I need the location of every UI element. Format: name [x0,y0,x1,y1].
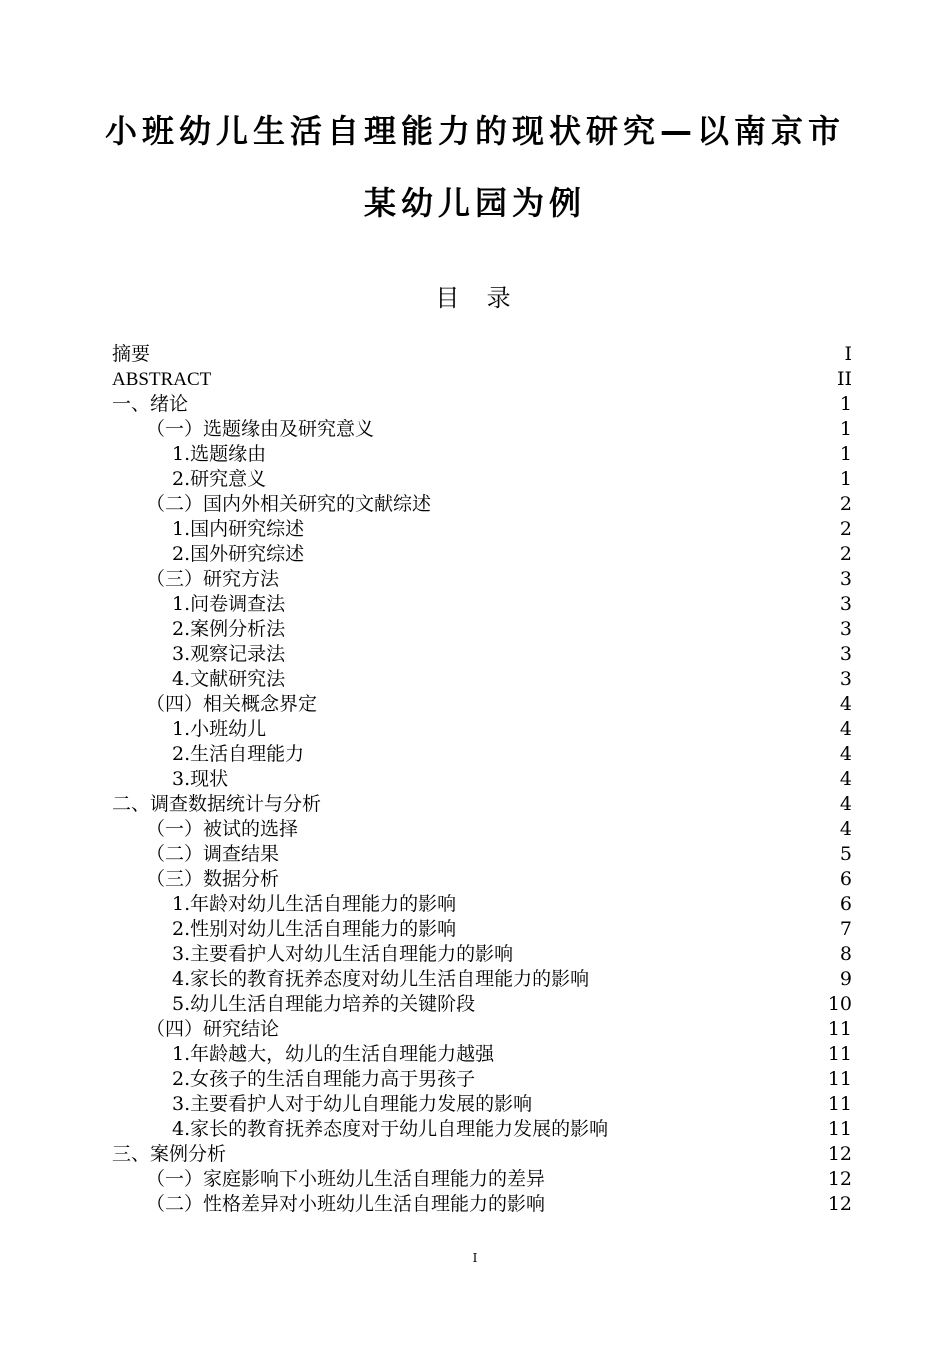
toc-section[interactable] [112,817,852,842]
toc-entry-page: 11 [827,1018,852,1040]
toc-entry-label: 3.观察记录法 [172,643,286,665]
toc-entry-label: （四）研究结论 [146,1018,280,1040]
toc-entry-page: 4 [839,768,852,790]
toc-entry-label: （三）研究方法 [146,568,280,590]
toc-entry-label: 3.主要看护人对幼儿生活自理能力的影响 [172,943,514,965]
toc-entry-page: 7 [839,918,852,940]
table-of-contents [112,342,852,1217]
toc-chapter-3[interactable] [112,1142,852,1167]
toc-entry-label: 2.性别对幼儿生活自理能力的影响 [172,918,457,940]
toc-entry-page: 4 [839,743,852,765]
toc-subsection[interactable] [112,917,852,942]
toc-subsection[interactable] [112,942,852,967]
toc-entry-label: 1.问卷调查法 [172,593,286,615]
toc-entry-label: 1.年龄对幼儿生活自理能力的影响 [172,893,457,915]
toc-entry-label: 1.年龄越大，幼儿的生活自理能力越强 [172,1043,495,1065]
toc-subsection[interactable] [112,992,852,1017]
page-number: I [472,1251,478,1265]
toc-entry-label: ABSTRACT [112,369,212,390]
toc-entry-label: （二）调查结果 [146,843,280,865]
toc-entry-page: 6 [839,868,852,890]
toc-entry-label: 5.幼儿生活自理能力培养的关键阶段 [172,993,476,1015]
toc-subsection[interactable] [112,542,852,567]
toc-subsection[interactable] [112,767,852,792]
toc-entry-page: 2 [839,518,852,540]
toc-subsection[interactable] [112,642,852,667]
toc-subsection[interactable] [112,717,852,742]
toc-entry-abstract-en[interactable] [112,367,852,392]
toc-subsection[interactable] [112,967,852,992]
toc-entry-label: 二、调查数据统计与分析 [112,793,322,815]
toc-entry-page: 1 [839,468,852,490]
toc-section[interactable] [112,1192,852,1217]
toc-entry-page: 11 [827,1093,852,1115]
toc-chapter-1[interactable] [112,392,852,417]
toc-entry-label: 2.女孩子的生活自理能力高于男孩子 [172,1068,476,1090]
toc-entry-label: 1.选题缘由 [172,443,267,465]
toc-entry-page: 1 [839,443,852,465]
toc-entry-page: 3 [839,568,852,590]
toc-entry-page: 3 [839,618,852,640]
toc-entry-page: 4 [839,718,852,740]
toc-entry-page: 2 [839,543,852,565]
toc-entry-label: 2.研究意义 [172,468,267,490]
toc-entry-label: （二）性格差异对小班幼儿生活自理能力的影响 [146,1193,546,1215]
toc-subsection[interactable] [112,742,852,767]
toc-subsection[interactable] [112,592,852,617]
toc-entry-page: 4 [839,818,852,840]
toc-entry-page: 3 [839,593,852,615]
toc-entry-page: 6 [839,893,852,915]
toc-section[interactable] [112,1017,852,1042]
toc-subsection[interactable] [112,442,852,467]
toc-entry-page: 12 [827,1143,852,1165]
toc-entry-page: 11 [827,1068,852,1090]
toc-entry-page: 11 [827,1118,852,1140]
toc-entry-page: 9 [839,968,852,990]
toc-entry-page: 1 [839,393,852,415]
toc-entry-label: 3.主要看护人对于幼儿自理能力发展的影响 [172,1093,533,1115]
toc-entry-page: 3 [839,643,852,665]
toc-entry-label: 一、绪论 [112,393,189,415]
toc-entry-label: 2.生活自理能力 [172,743,305,765]
toc-entry-abstract-cn[interactable] [112,342,852,367]
toc-entry-label: （二）国内外相关研究的文献综述 [146,493,432,515]
toc-entry-page: II [836,368,852,390]
toc-entry-label: （三）数据分析 [146,868,280,890]
toc-entry-label: 1.小班幼儿 [172,718,267,740]
toc-entry-label: 2.国外研究综述 [172,543,305,565]
toc-entry-label: 三、案例分析 [112,1143,227,1165]
document-title-line-1: 小班幼儿生活自理能力的现状研究—以南京市 [104,112,845,150]
toc-subsection[interactable] [112,517,852,542]
toc-entry-label: 1.国内研究综述 [172,518,305,540]
toc-entry-page: 4 [839,793,852,815]
toc-subsection[interactable] [112,1042,852,1067]
toc-entry-label: 3.现状 [172,768,229,790]
toc-entry-page: I [844,343,852,365]
toc-entry-label: 4.家长的教育抚养态度对幼儿生活自理能力的影响 [172,968,590,990]
toc-section[interactable] [112,842,852,867]
toc-entry-page: 12 [827,1168,852,1190]
toc-entry-label: （一）家庭影响下小班幼儿生活自理能力的差异 [146,1168,546,1190]
toc-section[interactable] [112,692,852,717]
toc-subsection[interactable] [112,1117,852,1142]
toc-entry-page: 4 [839,693,852,715]
toc-entry-page: 5 [839,843,852,865]
toc-section[interactable] [112,567,852,592]
toc-subsection[interactable] [112,892,852,917]
toc-heading: 目 录 [435,284,515,312]
toc-section[interactable] [112,417,852,442]
toc-entry-page: 1 [839,418,852,440]
toc-entry-page: 2 [839,493,852,515]
toc-subsection[interactable] [112,1092,852,1117]
toc-entry-page: 11 [827,1043,852,1065]
toc-entry-page: 3 [839,668,852,690]
toc-subsection[interactable] [112,667,852,692]
toc-entry-label: （四）相关概念界定 [146,693,318,715]
toc-entry-label: 4.家长的教育抚养态度对于幼儿自理能力发展的影响 [172,1118,609,1140]
toc-entry-label: （一）被试的选择 [146,818,299,840]
toc-entry-label: 4.文献研究法 [172,668,286,690]
toc-entry-page: 10 [827,993,852,1015]
toc-section[interactable] [112,867,852,892]
toc-entry-label: 2.案例分析法 [172,618,286,640]
toc-subsection[interactable] [112,617,852,642]
document-title-line-2: 某幼儿园为例 [363,184,586,222]
toc-subsection[interactable] [112,1067,852,1092]
toc-section[interactable] [112,1167,852,1192]
toc-entry-label: （一）选题缘由及研究意义 [146,418,375,440]
toc-entry-page: 8 [839,943,852,965]
toc-chapter-2[interactable] [112,792,852,817]
toc-section[interactable] [112,492,852,517]
toc-subsection[interactable] [112,467,852,492]
toc-entry-label: 摘要 [112,343,151,365]
toc-entry-page: 12 [827,1193,852,1215]
